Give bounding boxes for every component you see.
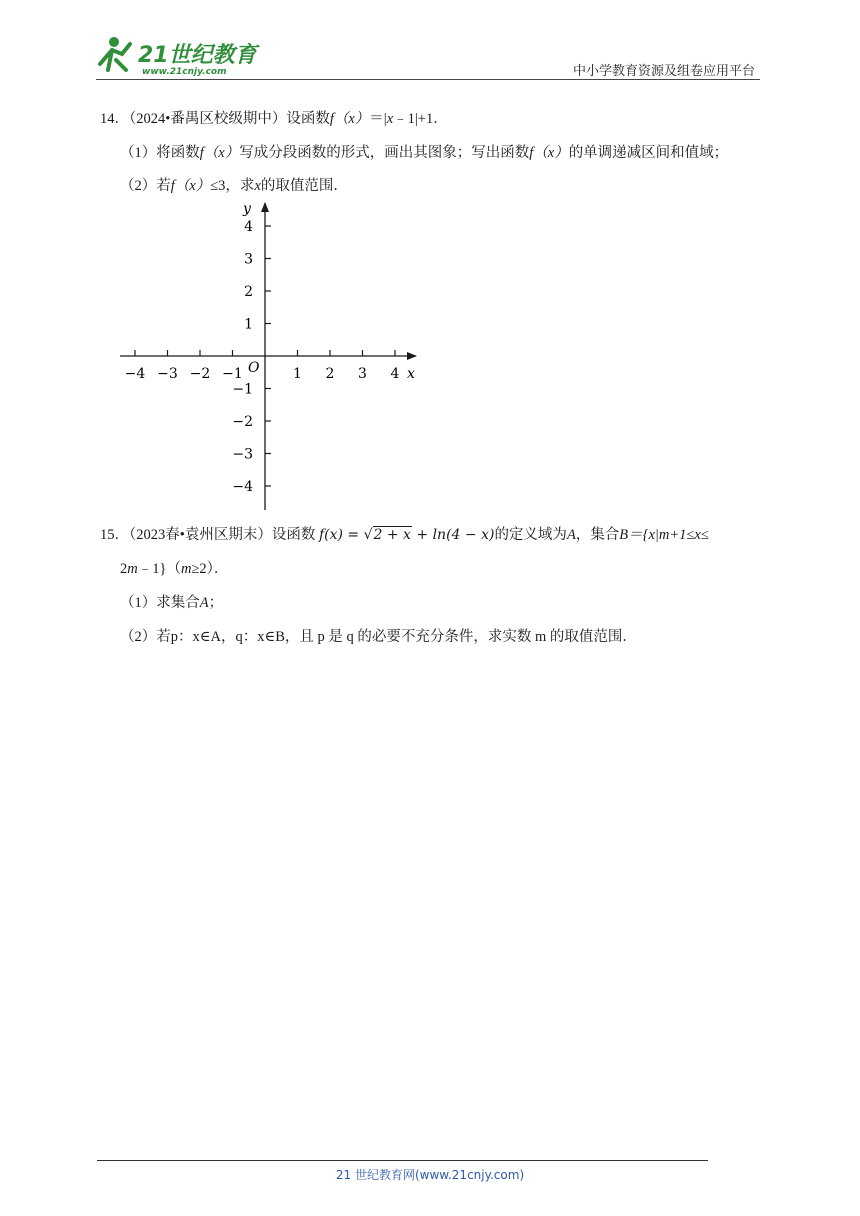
q14-text: ＝| — [369, 111, 387, 127]
y-tick-label: 3 — [244, 251, 253, 268]
x-tick-label: −2 — [189, 366, 211, 382]
y-tick-label: −1 — [232, 381, 253, 398]
q15-p1-text: （1）求集合 — [120, 595, 200, 611]
x-tick-label: 4 — [390, 366, 400, 382]
y-tick-label: −2 — [232, 414, 253, 430]
q14-fx: f（x） — [329, 111, 370, 127]
header-platform-title: 中小学教育资源及组卷应用平台 — [572, 64, 755, 79]
q15-part1 — [120, 591, 223, 612]
q15-stem — [100, 523, 709, 544]
q15-A: A — [566, 527, 576, 543]
q15-text: 2 — [120, 561, 128, 577]
q14-text: ﹣1|+1． — [393, 111, 448, 127]
q15-formula-rhs: + ln(4 − x) — [411, 527, 495, 543]
y-tick-label: −4 — [232, 479, 253, 495]
q14-p1-fx: f（x） — [529, 145, 569, 161]
q14-p2-text: ≤3，求 — [210, 178, 255, 194]
q15-formula-lhs: f(x) = — [318, 527, 364, 543]
q15-text: ，集合 — [575, 527, 620, 543]
x-tick-label: −3 — [157, 366, 178, 382]
q14-x: x — [386, 111, 394, 127]
q15-p1-text: ； — [208, 595, 224, 611]
q15-m: m — [127, 561, 138, 577]
q15-p2-text: p：x∈A，q：x∈B，且 p 是 q 的必要不充分条件，求实数 m 的取值范围． — [170, 629, 637, 645]
q15-set-def: ＝{x|m+1≤x≤ — [628, 527, 709, 543]
q15-text: 的定义域为 — [494, 527, 567, 543]
footer-divider — [97, 1160, 708, 1161]
q14-text: 设函数 — [286, 111, 330, 127]
q14-p2-text: （2）若 — [120, 178, 171, 194]
q14-p1-fx: f（x） — [199, 145, 240, 161]
q15-stem-continued — [120, 557, 228, 578]
q15-source: （2023春•袁州区期末） — [129, 527, 272, 543]
q15-number: 15． — [100, 527, 129, 543]
y-tick-label: −3 — [232, 446, 253, 463]
q15-text: ≥2）． — [191, 561, 229, 577]
q14-p1-text: （1）将函数 — [120, 145, 200, 161]
x-tick-label: −1 — [222, 366, 243, 382]
q15-formula-radicand: 2 + x — [373, 527, 411, 543]
q15-text: ﹣1}（ — [137, 561, 181, 577]
q14-p2-x: x — [254, 178, 261, 194]
axis-ticks — [125, 219, 400, 495]
x-tick-label: 1 — [293, 366, 302, 382]
q14-part1 — [120, 141, 728, 162]
footer-link[interactable]: 21 世纪教育网(www.21cnjy.com) — [335, 1168, 525, 1182]
q14-part2 — [120, 174, 348, 195]
header-divider — [96, 79, 760, 80]
y-tick-label: 4 — [244, 219, 253, 235]
q15-formula — [319, 526, 494, 543]
x-tick-label: 3 — [358, 366, 367, 382]
q15-B: B — [619, 527, 629, 543]
q14-stem — [100, 107, 448, 128]
q14-p1-text: 的单调递减区间和值域； — [568, 145, 729, 161]
x-tick-label: 2 — [325, 366, 335, 382]
y-tick-label: 1 — [244, 316, 253, 333]
logo-text: 21世纪教育 — [138, 43, 257, 68]
site-logo — [92, 34, 262, 78]
q15-part2 — [120, 625, 637, 646]
logo-url: www.21cnjy.com — [142, 67, 227, 77]
runner-icon — [100, 37, 130, 70]
q14-p2-text: 的取值范围． — [260, 178, 348, 194]
y-tick-label: 2 — [244, 284, 253, 300]
origin-label: O — [248, 360, 260, 376]
q14-p1-text: 写成分段函数的形式，画出其图象；写出函数 — [239, 145, 530, 161]
q14-number: 14． — [100, 111, 129, 127]
q14-source: （2024•番禺区校级期中） — [129, 111, 287, 127]
q15-p1-A: A — [199, 595, 209, 611]
q14-p2-fx: f（x） — [170, 178, 211, 194]
x-tick-label: −4 — [124, 366, 146, 382]
coordinate-axes — [110, 195, 430, 515]
y-axis-label: y — [243, 201, 251, 217]
sqrt-icon: √ — [363, 527, 373, 543]
q15-m: m — [180, 561, 192, 577]
q15-text: 设函数 — [271, 527, 316, 543]
x-axis-label: x — [407, 366, 415, 382]
q15-p2-text: （2）若 — [120, 629, 171, 645]
